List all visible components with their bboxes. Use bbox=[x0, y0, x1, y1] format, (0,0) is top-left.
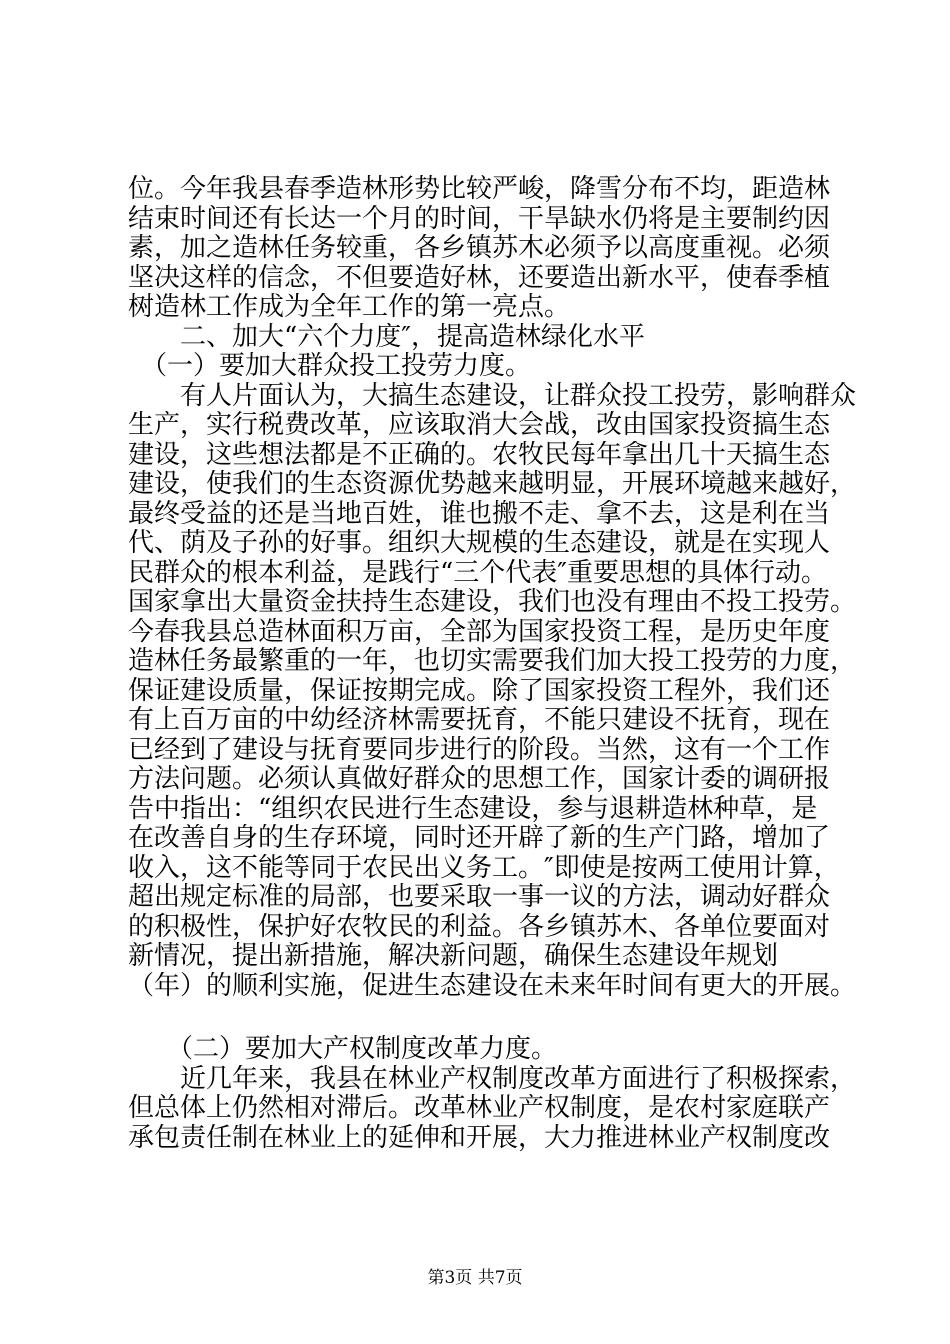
subsection-heading: （二）要加大产权制度改革力度。 bbox=[128, 1035, 558, 1064]
text-line: 树造林工作成为全年工作的第一亮点。 bbox=[128, 293, 571, 322]
text-line: 国家拿出大量资金扶持生态建设，我们也没有理由不投工投劳。 bbox=[128, 588, 857, 617]
text-line: 最终受益的还是当地百姓，谁也搬不走、拿不去，这是利在当 bbox=[128, 499, 831, 529]
text-line: 坚决这样的信念，不但要造好林，还要造出新水平，使春季植 bbox=[128, 263, 831, 293]
text-line: 建设，使我们的生态资源优势越来越明显，开展环境越来越好， bbox=[128, 470, 857, 499]
text-line: 今春我县总造林面积万亩，全部为国家投资工程，是历史年度 bbox=[128, 617, 831, 647]
text-line: 代、荫及子孙的好事。组织大规模的生态建设，就是在实现人 bbox=[128, 529, 831, 558]
text-line: 超出规定标准的局部，也要采取一事一议的方法，调动好群众 bbox=[128, 883, 831, 912]
text-line: 新情况，提出新措施，解决新问题，确保生态建设年规划 bbox=[128, 942, 779, 971]
text-line: （年）的顺利实施，促进生态建设在未来年时间有更大的开展。 bbox=[128, 971, 857, 1001]
text-line: 在改善自身的生存环境，同时还开辟了新的生产门路，增加了 bbox=[128, 824, 831, 853]
text-line: 的积极性，保护好农牧民的利益。各乡镇苏木、各单位要面对 bbox=[128, 912, 831, 942]
text-line: 方法问题。必须认真做好群众的思想工作，国家计委的调研报 bbox=[128, 765, 831, 794]
paragraph-gap bbox=[128, 1001, 858, 1035]
text-line: 民群众的根本利益，是践行“三个代表″重要思想的具体行动。 bbox=[128, 558, 828, 588]
text-line: 承包责任制在林业上的延伸和开展，大力推进林业产权制度改 bbox=[128, 1123, 831, 1153]
text-line: 建设，这些想法都是不正确的。农牧民每年拿出几十天搞生态 bbox=[128, 440, 831, 470]
text-line: 近几年来，我县在林业产权制度改革方面进行了积极探索， bbox=[128, 1064, 857, 1094]
text-line: 保证建设质量，保证按期完成。除了国家投资工程外，我们还 bbox=[128, 676, 831, 706]
text-line: 造林任务最繁重的一年，也切实需要我们加大投工投劳的力度， bbox=[128, 647, 857, 676]
text-line: 位。今年我县春季造林形势比较严峻，降雪分布不均，距造林 bbox=[128, 175, 831, 204]
text-line: 但总体上仍然相对滞后。改革林业产权制度，是农村家庭联产 bbox=[128, 1094, 831, 1123]
section-heading: 二、加大“六个力度″，提高造林绿化水平 bbox=[128, 322, 646, 352]
subsection-heading: （一）要加大群众投工投劳力度。 bbox=[128, 352, 532, 381]
text-line: 结束时间还有长达一个月的时间，干旱缺水仍将是主要制约因 bbox=[128, 204, 831, 234]
document-body bbox=[128, 175, 858, 1153]
text-line: 有人片面认为，大搞生态建设，让群众投工投劳，影响群众 bbox=[128, 381, 857, 411]
text-line: 生产，实行税费改革，应该取消大会战，改由国家投资搞生态 bbox=[128, 411, 831, 440]
text-line: 告中指出：“组织农民进行生态建设，参与退耕造林种草，是 bbox=[128, 794, 818, 824]
text-line: 已经到了建设与抚育要同步进行的阶段。当然，这有一个工作 bbox=[128, 735, 831, 765]
page-number-footer: 第3页 共7页 bbox=[427, 1268, 523, 1288]
text-line: 收入，这不能等同于农民出义务工。″即使是按两工使用计算， bbox=[128, 853, 840, 883]
text-line: 素，加之造林任务较重，各乡镇苏木必须予以高度重视。必须 bbox=[128, 234, 831, 263]
text-line: 有上百万亩的中幼经济林需要抚育，不能只建设不抚育，现在 bbox=[128, 706, 831, 735]
